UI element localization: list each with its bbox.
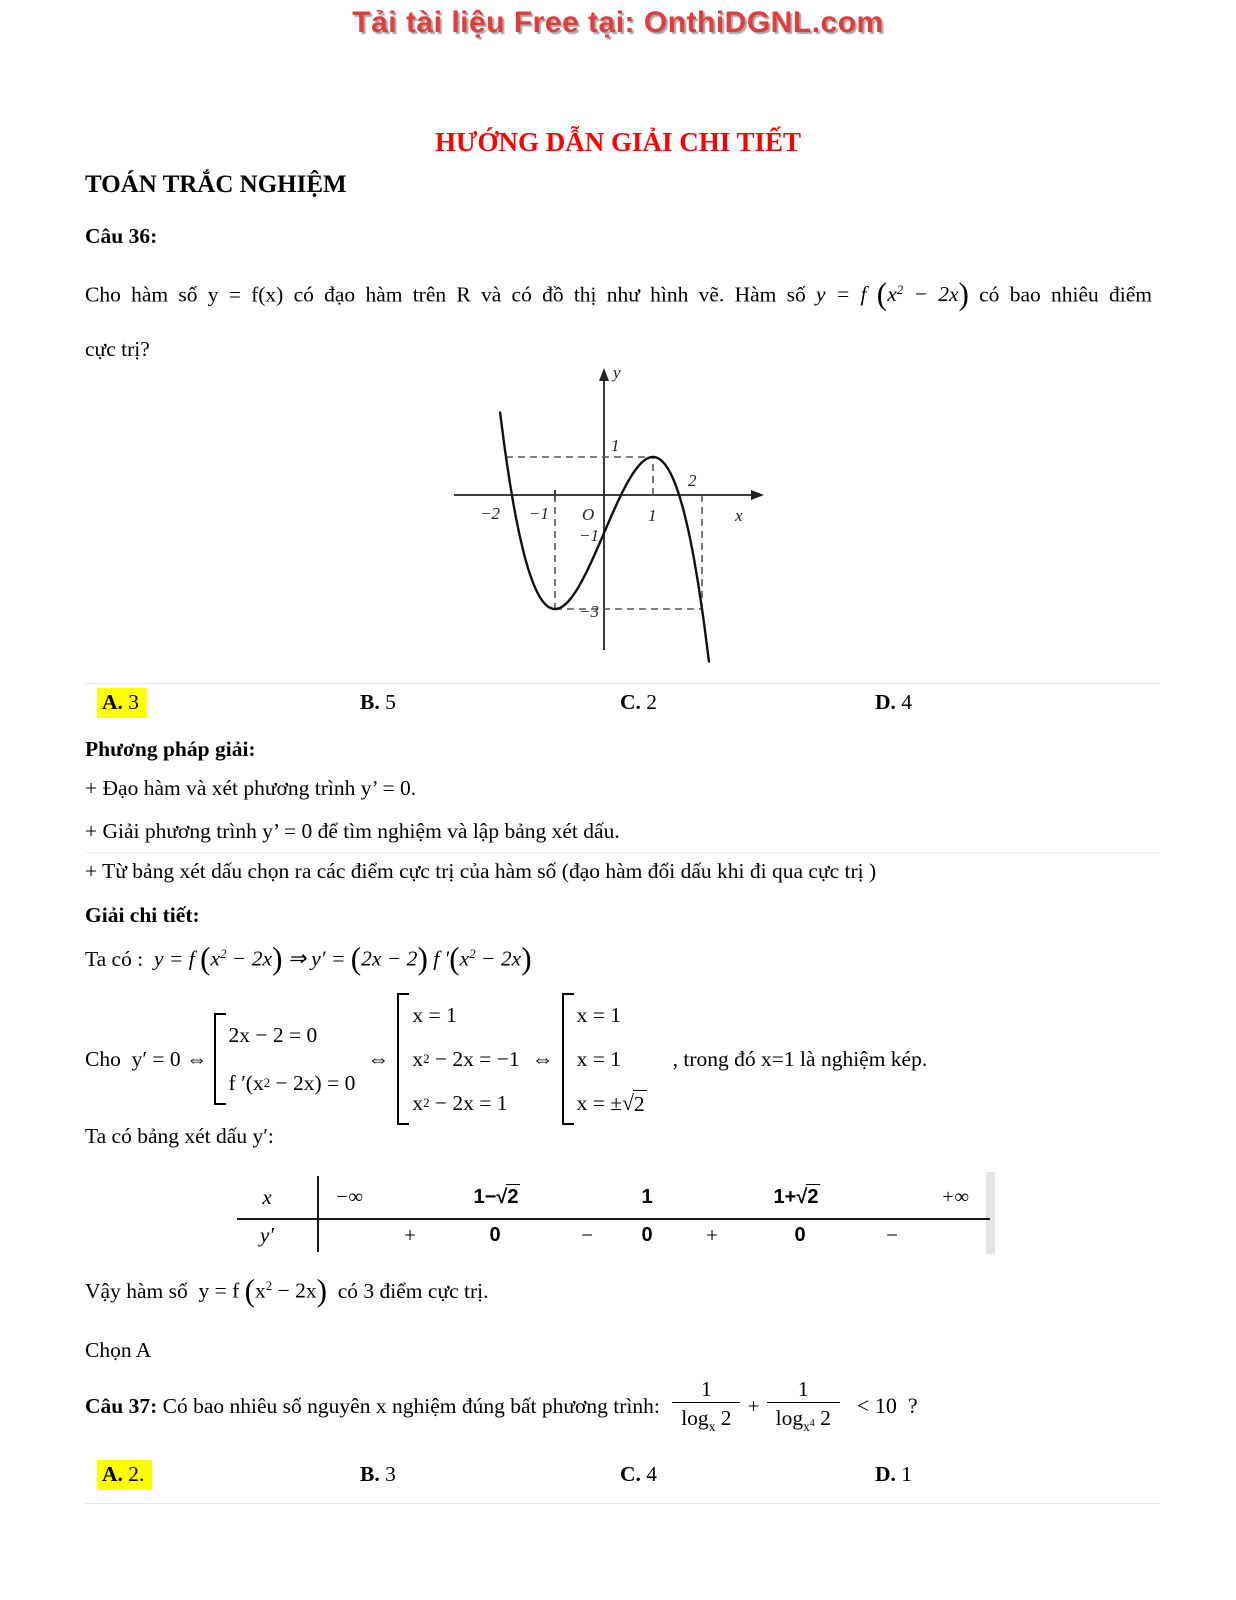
answer-option-d xyxy=(875,690,912,715)
svg-text:y: y xyxy=(613,363,621,382)
sign-table-cell: + xyxy=(404,1223,416,1247)
conclusion-suffix: có 3 điểm cực trị. xyxy=(327,1278,489,1303)
q37-text: Có bao nhiêu số nguyên x nghiệm đúng bất phương trình: xyxy=(157,1393,666,1418)
sign-table-cell: + xyxy=(706,1223,718,1247)
cho-equation-line xyxy=(85,993,927,1125)
method-heading: Phương pháp giải: xyxy=(85,737,256,761)
answer-option-b xyxy=(360,1462,396,1487)
case-line: x 2 − 2x = 1 xyxy=(412,1090,508,1115)
sign-table-cell: +∞ xyxy=(941,1186,969,1208)
page-title: HƯỚNG DẪN GIẢI CHI TIẾT xyxy=(434,127,802,157)
fraction-2 xyxy=(767,1377,840,1436)
sign-table-cell: 1−√2 xyxy=(473,1186,519,1208)
log-argument: 2 xyxy=(720,1406,732,1431)
svg-text:1: 1 xyxy=(648,506,657,525)
case-line: x = 1 xyxy=(576,1002,622,1027)
option-value: 1 xyxy=(901,1462,913,1486)
sign-table-cell: 0 xyxy=(794,1224,806,1246)
sign-table-cell: 0 xyxy=(641,1224,653,1246)
conclusion-formula: y = f $(x^2 - 2x)$ xyxy=(198,1273,327,1309)
option-key: B. xyxy=(360,690,380,714)
option-value: 4 xyxy=(901,690,913,714)
cases-bracket-3 xyxy=(562,993,651,1125)
divider-line xyxy=(85,683,1160,684)
cho-prefix: Cho y′ = 0 ⇔ xyxy=(85,1046,208,1071)
fraction-denominator xyxy=(767,1402,840,1435)
divider-line xyxy=(85,1503,1160,1504)
sign-table-head-x: x xyxy=(262,1185,272,1209)
answer-option-a xyxy=(97,1460,152,1490)
option-key: C. xyxy=(620,690,641,714)
answer-option-b xyxy=(360,690,396,715)
svg-text:−1: −1 xyxy=(529,504,549,523)
divider-line xyxy=(85,852,1160,853)
option-key: C. xyxy=(620,1462,641,1486)
option-value: 3 xyxy=(128,690,140,714)
method-step-2: + Giải phương trình y’ = 0 để tìm nghiệm và lập bảng xét dấu. xyxy=(85,819,620,843)
svg-text:O: O xyxy=(582,505,595,524)
method-step-1: + Đạo hàm và xét phương trình y’ = 0. xyxy=(85,776,417,800)
cho-suffix: , trong đó x=1 là nghiệm kép. xyxy=(672,1046,928,1071)
svg-text:−1: −1 xyxy=(579,526,599,545)
sign-table-intro: Ta có bảng xét dấu y′: xyxy=(85,1124,274,1148)
answer-option-d xyxy=(875,1462,912,1487)
sign-table-cell: −∞ xyxy=(335,1186,363,1208)
svg-text:x: x xyxy=(735,506,743,525)
option-key: A. xyxy=(102,1462,123,1486)
conclusion-line xyxy=(85,1268,489,1314)
fraction-denominator xyxy=(672,1402,740,1435)
conclusion-prefix: Vậy hàm số xyxy=(85,1278,199,1303)
answer-option-a xyxy=(97,688,147,718)
derivative-formula: y = f $(x^2 - 2x)$ ⇒ y′ = (2x − 2) f $'(x^2 - 2x)$ xyxy=(153,941,532,977)
answer-option-c xyxy=(620,1462,657,1487)
q36-inline-formula: y = f $(x^2 - 2x)$ xyxy=(816,277,969,312)
option-value: 2 xyxy=(646,690,658,714)
log-base: log xyxy=(775,1406,804,1431)
sign-table-cell: − xyxy=(581,1223,593,1247)
iff-symbol: ⇔ xyxy=(367,1046,390,1071)
taco-prefix: Ta có : xyxy=(85,946,154,971)
choose-answer-line: Chọn A xyxy=(85,1338,152,1362)
option-key: B. xyxy=(360,1462,380,1486)
sign-table xyxy=(237,1176,990,1252)
section-heading: TOÁN TRẮC NGHIỆM xyxy=(85,171,347,198)
answer-option-c xyxy=(620,690,657,715)
cases-bracket-1 xyxy=(214,1013,360,1105)
log-subscript: x4 xyxy=(803,1418,815,1435)
option-value: 2. xyxy=(128,1462,145,1486)
site-banner: Tải tài liệu Free tại: OnthiDGNL.com xyxy=(352,6,884,39)
option-key: A. xyxy=(102,690,123,714)
table-edge-band xyxy=(986,1172,995,1254)
option-key: D. xyxy=(875,690,896,714)
derivative-line xyxy=(85,937,532,981)
q36-label: Câu 36: xyxy=(85,224,158,248)
option-value: 4 xyxy=(646,1462,658,1486)
sign-table-head-yprime: y′ xyxy=(260,1223,274,1247)
iff-symbol: ⇔ xyxy=(531,1046,554,1071)
q36-statement-line1 xyxy=(85,279,1152,310)
option-value: 3 xyxy=(385,1462,396,1486)
svg-text:−2: −2 xyxy=(480,504,500,523)
sign-table-cell: 0 xyxy=(489,1224,501,1246)
log-argument: 2 xyxy=(820,1406,831,1431)
function-graph-svg xyxy=(440,362,770,652)
function-graph xyxy=(440,362,770,657)
case-line: 2x − 2 = 0 xyxy=(228,1022,318,1047)
log-base: log xyxy=(681,1406,709,1431)
inequality-tail: < 10 ? xyxy=(856,1393,918,1418)
fraction-numerator: 1 xyxy=(797,1376,809,1401)
sign-table-cell: 1+√2 xyxy=(773,1186,819,1208)
fraction-1 xyxy=(672,1377,740,1436)
case-line: x = 1 xyxy=(576,1046,622,1071)
q36-text-after: có bao nhiêu điểm xyxy=(968,282,1152,307)
solution-heading: Giải chi tiết: xyxy=(85,903,200,927)
fraction-numerator: 1 xyxy=(700,1376,712,1401)
q36-statement-line2: cực trị? xyxy=(85,337,150,361)
log-subscript: x xyxy=(708,1419,716,1435)
option-value: 5 xyxy=(385,690,396,714)
q36-text-before: Cho hàm số y = f(x) có đạo hàm trên R và có đồ thị như hình vẽ. Hàm số xyxy=(85,282,816,307)
table-divider-horizontal xyxy=(237,1218,990,1220)
svg-text:2: 2 xyxy=(688,471,697,490)
plus-symbol: + xyxy=(747,1393,760,1418)
option-key: D. xyxy=(875,1462,896,1486)
svg-text:1: 1 xyxy=(611,436,620,455)
method-step-3: + Từ bảng xét dấu chọn ra các điểm cực trị của hàm số (đạo hàm đổi dấu khi đi qua cực trị ) xyxy=(85,859,877,883)
sign-table-cell: − xyxy=(886,1223,898,1247)
case-line: x = 1 xyxy=(412,1002,457,1027)
case-line: x = ± √ 2 xyxy=(576,1090,645,1116)
svg-text:−3: −3 xyxy=(579,602,599,621)
q37-statement xyxy=(85,1368,918,1444)
case-line: f ′(x 2 − 2x) = 0 xyxy=(228,1070,356,1095)
cases-bracket-2 xyxy=(397,993,523,1125)
q37-label: Câu 37: xyxy=(85,1393,158,1418)
sign-table-cell: 1 xyxy=(641,1186,653,1208)
case-line: x 2 − 2x = −1 xyxy=(412,1046,520,1071)
